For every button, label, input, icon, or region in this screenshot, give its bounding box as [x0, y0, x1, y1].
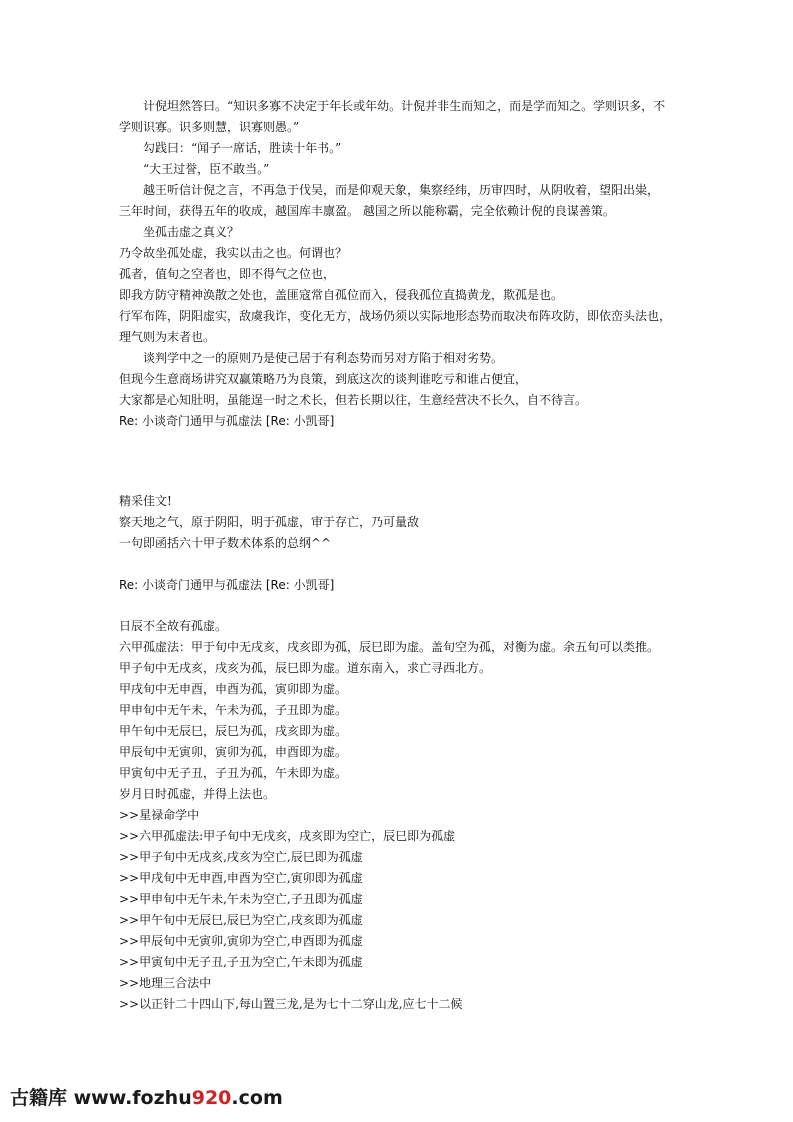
paragraph-line: 但现今生意商场讲究双赢策略乃为良策，到底这次的谈判谁吃亏和谁占便宜， [119, 372, 528, 386]
paragraph-line: 一句即函括六十甲子数术体系的总纲^^ [119, 536, 332, 550]
quote-line: >>地理三合法中 [119, 976, 212, 990]
paragraph-line: 坐孤击虚之真义？ [143, 225, 240, 239]
paragraph-line: 甲辰旬中无寅卯，寅卯为孤，申酉即为虚。 [119, 745, 348, 759]
watermark-url-number: 920 [191, 1087, 232, 1109]
paragraph-line: 察天地之气，原于阴阳，明于孤虚，审于存亡，乃可量敌 [119, 515, 420, 529]
quote-line: >>以正针二十四山下,每山置三龙,是为七十二穿山龙,应七十二候 [119, 997, 463, 1011]
paragraph-line: 甲午旬中无辰巳，辰巳为孤，戌亥即为虚。 [119, 724, 348, 738]
quote-line: >>甲戌旬中无申酉,申酉为空亡,寅卯即为孤虚 [119, 871, 363, 885]
paragraph-line: 甲戌旬中无申酉，申酉为孤，寅卯即为虚。 [119, 682, 348, 696]
paragraph-line: 谈判学中之一的原则乃是使己居于有利态势而另对方陷于相对劣势。 [143, 351, 504, 365]
quote-line: >>甲午旬中无辰巳,辰巳为空亡,戌亥即为孤虚 [119, 913, 363, 927]
reply-heading: Re: 小谈奇门通甲与孤虚法 [Re: 小凯哥] [119, 414, 335, 428]
reply-heading: Re: 小谈奇门通甲与孤虚法 [Re: 小凯哥] [119, 578, 335, 592]
site-watermark [10, 1084, 283, 1112]
paragraph-line: 乃令故坐孤处虚，我实以击之也。何谓也？ [119, 246, 348, 260]
watermark-url-prefix: www.fozhu [67, 1087, 192, 1109]
paragraph-line: 大家都是心知肚明，虽能逞一时之术长，但若长期以往，生意经营决不长久，自不待言。 [119, 393, 588, 407]
quote-line: >>甲辰旬中无寅卯,寅卯为空亡,申酉即为孤虚 [119, 934, 363, 948]
watermark-url-suffix: .com [231, 1087, 283, 1109]
paragraph-line: 甲申旬中无午未，午未为孤，子丑即为虚。 [119, 703, 348, 717]
paragraph-line: 行军布阵，阴阳虚实，敌虞我诈，变化无方，战场仍须以实际地形态势而取决布阵攻防，即依峦头法也， [119, 309, 672, 323]
paragraph-line: 六甲孤虚法：甲于旬中无戌亥，戌亥即为孤，辰巳即为虚。盖旬空为孤，对衡为虚。余五旬可以类推。 [119, 640, 660, 654]
blank-line [119, 554, 679, 575]
paragraph-line: 勾践曰：“闻子一席话，胜读十年书。” [143, 141, 342, 155]
paragraph-line: 精采佳文! [119, 494, 172, 508]
paragraph-line: 三年时间，获得五年的收成，越国库丰廪盈。 越国之所以能称霸，完全依赖计倪的良谋善策。 [119, 204, 615, 218]
watermark-brand: 古籍库 [10, 1087, 68, 1109]
quote-line: >>甲申旬中无午未,午未为空亡,子丑即为孤虚 [119, 892, 363, 906]
paragraph-line: 理气则为末者也。 [119, 330, 216, 344]
reply-section [119, 491, 679, 596]
paragraph-line: 日辰不全故有孤虚。 [119, 619, 228, 633]
reply-section [119, 616, 679, 1015]
article-section [119, 96, 679, 432]
quote-line: >>甲子旬中无戌亥,戌亥为空亡,辰巳即为孤虚 [119, 850, 363, 864]
paragraph-line: 学则识寡。识多则慧，识寡则愚。” [119, 120, 300, 134]
paragraph-line: 岁月日时孤虚，并得上法也。 [119, 787, 276, 801]
quote-line: >>甲寅旬中无子丑,子丑为空亡,午未即为孤虚 [119, 955, 363, 969]
quote-line: >>星禄命学中 [119, 808, 200, 822]
paragraph-line: 甲子旬中无戌亥，戌亥为孤，辰巳即为虚。道东南入，求亡寻西北方。 [119, 661, 492, 675]
paragraph-line: “大王过誉，臣不敢当。” [143, 162, 270, 176]
paragraph-line: 孤者，值旬之空者也，即不得气之位也， [119, 267, 336, 281]
paragraph-line: 即我方防守精神涣散之处也，盖匪寇常自孤位而入，侵我孤位直捣黄龙，欺孤是也。 [119, 288, 564, 302]
paragraph-line: 越王听信计倪之言，不再急于伐吴，而是仰观天象，集察经纬，历审四时，从阴收着，望阳出粜， [143, 183, 660, 197]
paragraph-line: 计倪坦然答曰。“知识多寡不决定于年长或年幼。计倪并非生而知之，而是学而知之。学则识多，不 [143, 99, 666, 113]
quote-line: >>六甲孤虚法:甲子旬中无戌亥，戌亥即为空亡，辰巳即为孤虚 [119, 829, 456, 843]
paragraph-line: 甲寅旬中无子丑，子丑为孤，午未即为虚。 [119, 766, 348, 780]
